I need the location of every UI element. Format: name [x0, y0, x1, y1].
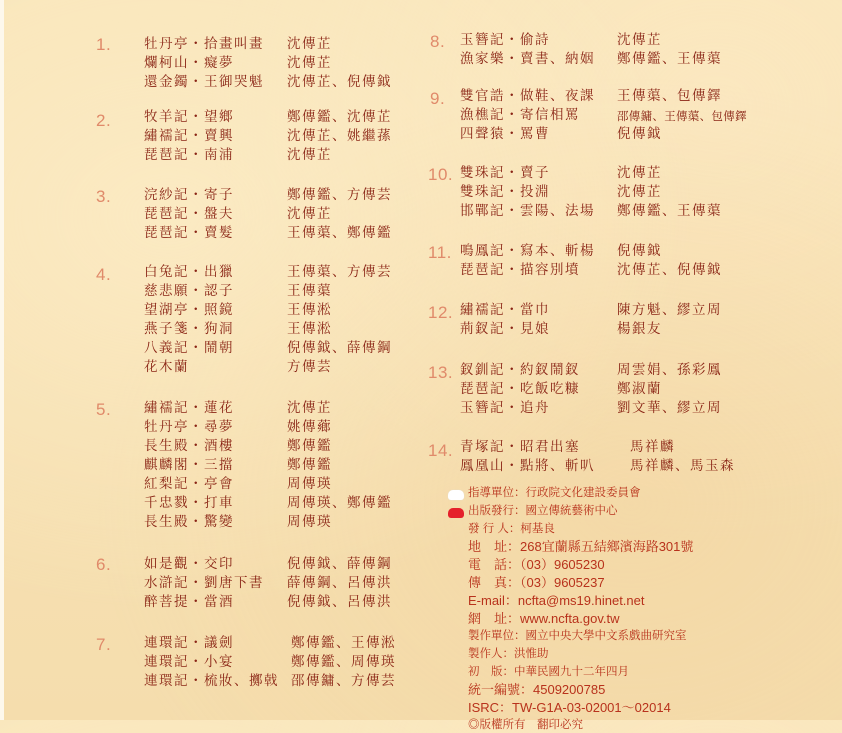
piece-cast: 王傳蕖、方傳芸: [287, 264, 392, 280]
piece-cast: 王傳淞: [287, 302, 332, 318]
piece-title: 玉簪記・追舟: [460, 400, 550, 416]
piece-cast: 鄭傳鑑、周傳瑛: [291, 654, 396, 670]
piece-title: 麒麟閣・三擋: [144, 457, 234, 473]
guidance-unit: 指導單位：行政院文化建設委員會: [468, 487, 641, 499]
piece-cast: 沈傳芷: [617, 32, 662, 48]
piece-cast: 倪傳鉞: [617, 126, 662, 142]
piece-title: 繡襦記・蓮花: [144, 400, 234, 416]
piece-cast: 王傳淞: [287, 321, 332, 337]
piece-cast: 姚傳薌: [287, 419, 332, 435]
track-number: 5.: [96, 400, 112, 419]
piece-cast: 沈傳芷: [617, 184, 662, 200]
piece-cast: 鄭傳鑑、方傳芸: [287, 187, 392, 203]
isrc: ISRC：TW-G1A-03-02001～02014: [468, 700, 671, 715]
piece-title: 紅梨記・亭會: [144, 476, 234, 492]
piece-title: 漁樵記・寄信相罵: [460, 107, 580, 123]
piece-cast: 邵傳鏞、方傳芸: [291, 673, 396, 689]
piece-title: 八義記・鬧朝: [144, 340, 234, 356]
phone: 電 話：（03）9605230: [468, 557, 605, 572]
piece-cast: 方傳芸: [287, 359, 332, 375]
piece-cast: 沈傳芷: [287, 36, 332, 52]
track-number: 7.: [96, 635, 112, 654]
piece-title: 爛柯山・癡夢: [144, 55, 234, 71]
piece-cast: 鄭傳鑑、王傳蕖: [617, 203, 722, 219]
piece-cast: 沈傳芷、倪傳鉞: [287, 74, 392, 90]
track-number: 11.: [428, 243, 452, 262]
piece-title: 燕子箋・狗洞: [144, 321, 234, 337]
piece-title: 四聲猿・罵曹: [460, 126, 550, 142]
piece-cast: 倪傳鉞、呂傳洪: [287, 594, 392, 610]
piece-title: 還金鐲・王御哭魁: [144, 74, 264, 90]
piece-cast: 沈傳芷: [617, 165, 662, 181]
piece-title: 連環記・小宴: [144, 654, 234, 670]
piece-title: 雙官誥・做鞋、夜課: [460, 88, 595, 104]
track-number: 4.: [96, 265, 112, 284]
piece-title: 牡丹亭・拾畫叫畫: [144, 36, 264, 52]
piece-title: 釵釧記・約釵鬧釵: [460, 362, 580, 378]
track-number: 12.: [428, 303, 454, 322]
piece-title: 琵琶記・描容別墳: [460, 262, 580, 278]
piece-cast: 劉文華、繆立周: [617, 400, 722, 416]
piece-cast: 鄭淑蘭: [617, 381, 662, 397]
piece-title: 連環記・議劍: [144, 635, 234, 651]
piece-title: 邯鄲記・雲陽、法場: [460, 203, 595, 219]
piece-cast: 沈傳芷: [287, 55, 332, 71]
piece-title: 白兔記・出獵: [144, 264, 234, 280]
piece-title: 玉簪記・偷詩: [460, 32, 550, 48]
track-number: 14.: [428, 441, 454, 460]
publisher: 出版發行：國立傳統藝術中心: [468, 505, 618, 517]
producer: 製作人：洪惟助: [468, 648, 549, 660]
website-link[interactable]: 網 址：www.ncfta.gov.tw: [468, 611, 620, 626]
piece-cast: 沈傳芷: [287, 206, 332, 222]
email-link[interactable]: E-mail：ncfta@ms19.hinet.net: [468, 593, 645, 608]
piece-title: 連環記・梳妝、擲戟: [144, 673, 279, 689]
track-number: 3.: [96, 187, 112, 206]
piece-cast: 周傳瑛、鄭傳鑑: [287, 495, 392, 511]
issuer: 發 行 人：柯基良: [468, 523, 555, 535]
piece-cast: 倪傳鉞: [617, 243, 662, 259]
piece-title: 荊釵記・見娘: [460, 321, 550, 337]
track-number: 10.: [428, 165, 454, 184]
copyright: ◎版權所有 翻印必究: [468, 719, 583, 731]
piece-title: 琵琶記・盤夫: [144, 206, 234, 222]
piece-title: 鳴鳳記・寫本、斬楊: [460, 243, 595, 259]
piece-cast: 沈傳芷、姚繼蓀: [287, 128, 392, 144]
piece-cast: 邵傳鏞、王傳蕖、包傳鐸: [617, 109, 747, 123]
piece-title: 漁家樂・賣書、納姻: [460, 51, 595, 67]
publisher-logo-icon: [448, 508, 464, 518]
piece-cast: 鄭傳鑑: [287, 457, 332, 473]
piece-cast: 楊銀友: [617, 321, 662, 337]
track-number: 2.: [96, 111, 112, 130]
piece-cast: 王傳蕖、包傳鐸: [617, 88, 722, 104]
piece-cast: 薛傳鋼、呂傳洪: [287, 575, 392, 591]
piece-title: 琵琶記・南浦: [144, 147, 234, 163]
piece-title: 繡襦記・賣興: [144, 128, 234, 144]
piece-title: 雙珠記・賣子: [460, 165, 550, 181]
piece-cast: 周傳瑛: [287, 476, 332, 492]
piece-cast: 鄭傳鑑、王傳淞: [291, 635, 396, 651]
piece-title: 琵琶記・賣髮: [144, 225, 234, 241]
piece-title: 望湖亭・照鏡: [144, 302, 234, 318]
piece-title: 花木蘭: [144, 359, 189, 375]
piece-title: 醉菩提・當酒: [144, 594, 234, 610]
first-edition: 初 版：中華民國九十二年四月: [468, 666, 629, 678]
fax: 傳 真：（03）9605237: [468, 575, 605, 590]
piece-cast: 沈傳芷、倪傳鉞: [617, 262, 722, 278]
piece-title: 慈悲願・認子: [144, 283, 234, 299]
piece-cast: 馬祥麟: [630, 439, 675, 455]
piece-cast: 王傳蕖: [287, 283, 332, 299]
piece-cast: 鄭傳鑑: [287, 438, 332, 454]
address: 地 址：268宜蘭縣五結鄉濱海路301號: [468, 539, 694, 554]
production-unit: 製作單位：國立中央大學中文系戲曲研究室: [468, 630, 687, 642]
guidance-logo-icon: [448, 490, 464, 500]
track-number: 6.: [96, 555, 112, 574]
piece-cast: 倪傳鉞、薛傳鋼: [287, 340, 392, 356]
piece-title: 長生殿・驚變: [144, 514, 234, 530]
piece-title: 雙珠記・投淵: [460, 184, 550, 200]
piece-title: 長生殿・酒樓: [144, 438, 234, 454]
piece-title: 浣紗記・寄子: [144, 187, 234, 203]
piece-title: 鳳凰山・點將、斬叭: [460, 458, 595, 474]
piece-title: 水滸記・劉唐下書: [144, 575, 264, 591]
piece-title: 青塚記・昭君出塞: [460, 439, 580, 455]
piece-title: 琵琶記・吃飯吃糠: [460, 381, 580, 397]
piece-cast: 馬祥麟、馬玉森: [630, 458, 735, 474]
piece-cast: 沈傳芷: [287, 400, 332, 416]
piece-cast: 鄭傳鑑、王傳蕖: [617, 51, 722, 67]
track-number: 9.: [430, 89, 446, 108]
piece-title: 繡襦記・當巾: [460, 302, 550, 318]
page-edge: [0, 0, 4, 720]
piece-title: 千忠戮・打車: [144, 495, 234, 511]
piece-cast: 周傳瑛: [287, 514, 332, 530]
piece-cast: 鄭傳鑑、沈傳芷: [287, 109, 392, 125]
track-number: 1.: [96, 35, 112, 54]
piece-cast: 王傳蕖、鄭傳鑑: [287, 225, 392, 241]
piece-title: 牧羊記・望鄉: [144, 109, 234, 125]
piece-cast: 倪傳鉞、薛傳鋼: [287, 556, 392, 572]
piece-cast: 周雲娟、孫彩鳳: [617, 362, 722, 378]
piece-cast: 沈傳芷: [287, 147, 332, 163]
piece-title: 如是觀・交印: [144, 556, 234, 572]
track-number: 8.: [430, 32, 446, 51]
track-number: 13.: [428, 363, 454, 382]
piece-title: 牡丹亭・尋夢: [144, 419, 234, 435]
piece-cast: 陳方魁、繆立周: [617, 302, 722, 318]
serial-number: 統一編號：4509200785: [468, 682, 606, 697]
